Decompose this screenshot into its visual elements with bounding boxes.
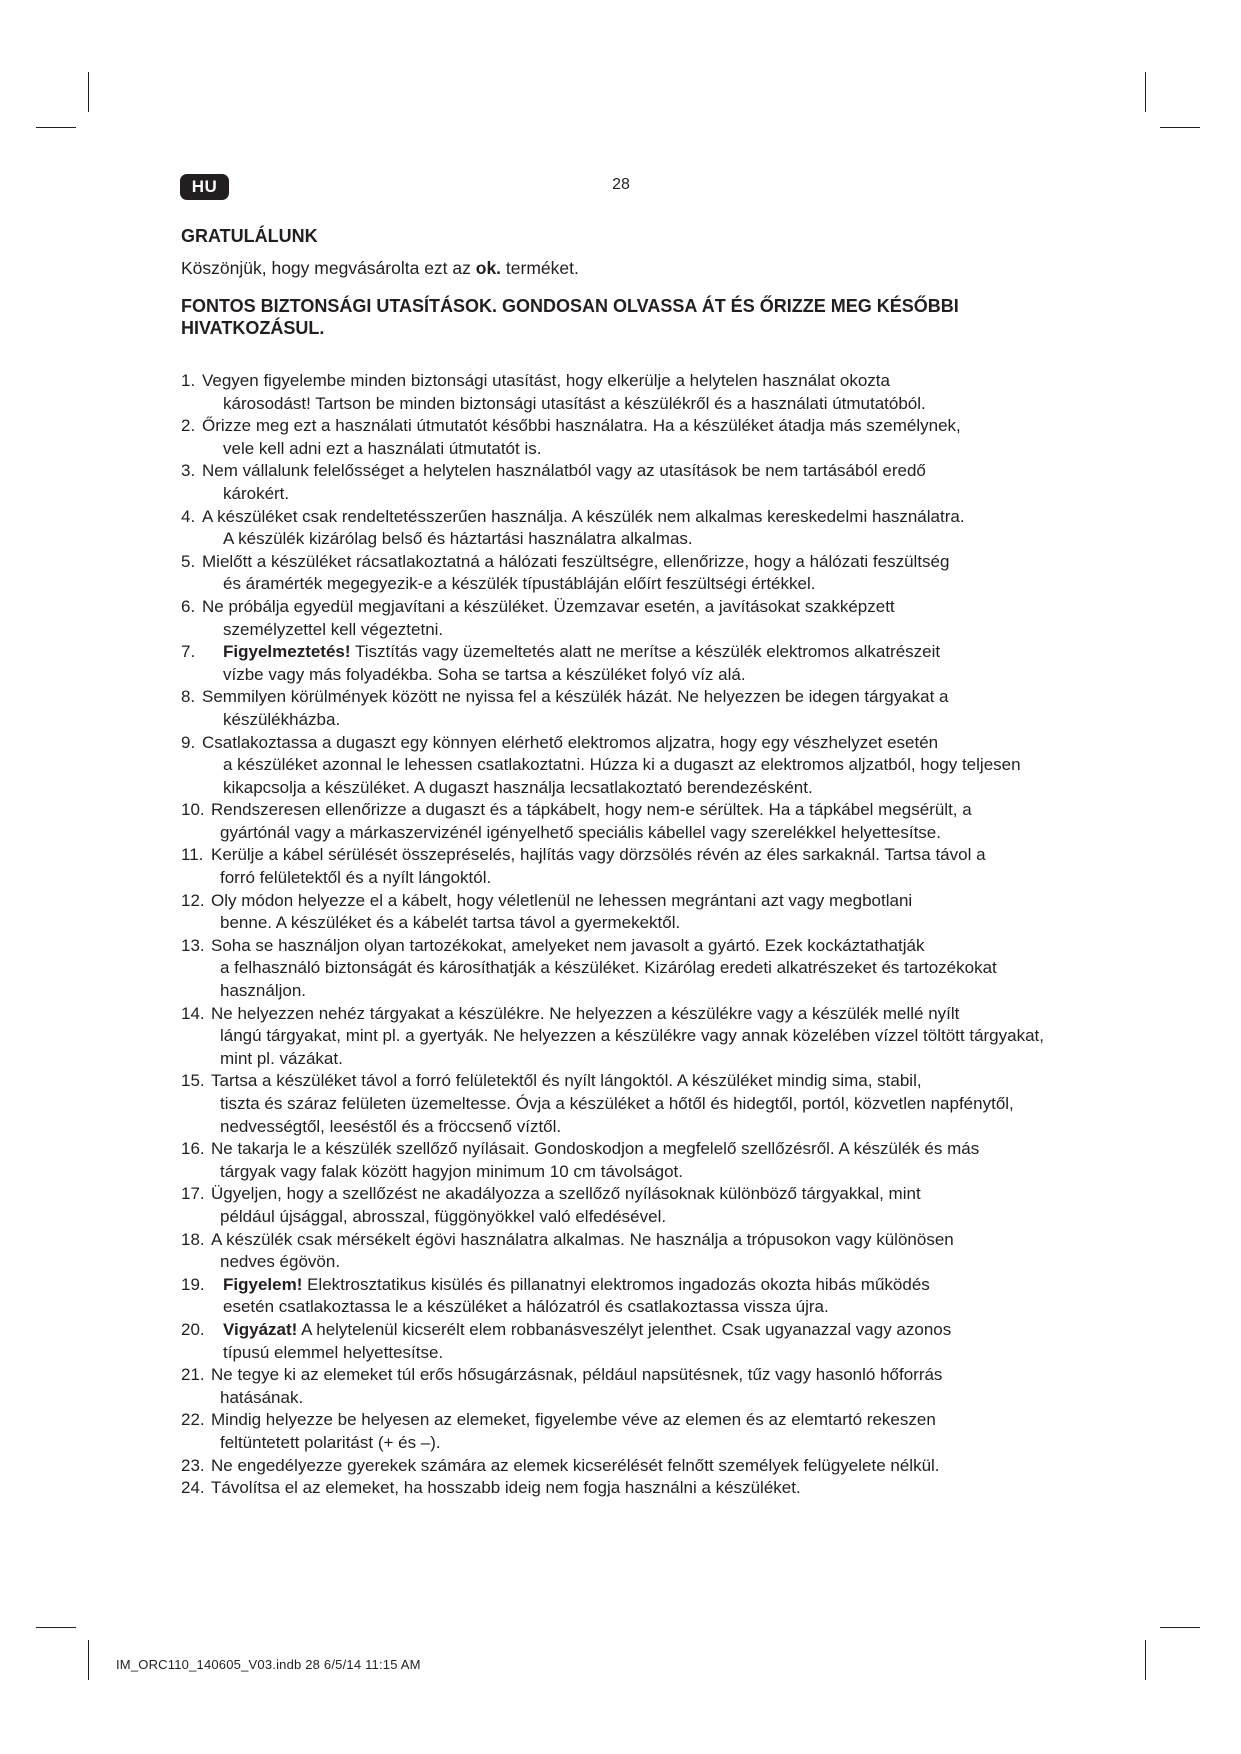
item-continuation: tárgyak vagy falak között hagyjon minimum 10 cm távolságot.: [220, 1161, 683, 1181]
item-first-line: [223, 1275, 930, 1294]
item-text: Távolítsa el az elemeket, ha hosszabb ideig nem fogja használni a készüléket.: [211, 1478, 801, 1498]
item-first-line: [223, 642, 940, 661]
item-number: 16.: [181, 1139, 205, 1159]
item-continuation: személyzettel kell végeztetni.: [223, 619, 444, 639]
item-number: 23.: [181, 1455, 205, 1475]
safety-instructions-heading: FONTOS BIZTONSÁGI UTASÍTÁSOK. GONDOSAN OLVASSA ÁT ÉS ŐRIZZE MEG KÉSŐBBI HIVATKOZÁSUL.: [181, 296, 959, 338]
item-continuation: készülékházba.: [223, 709, 341, 729]
safety-item: [181, 506, 1061, 551]
crop-mark-top-right-v: [1145, 72, 1146, 112]
warning-word: Vigyázat!: [223, 1319, 298, 1339]
item-text: A készüléket csak rendeltetésszerűen használja. A készülék nem alkalmas kereskedelmi használatra.: [202, 506, 965, 526]
item-number: 15.: [181, 1071, 205, 1091]
item-text: Tisztítás vagy üzemeltetés alatt ne merítse a készülék elektromos alkatrészeit: [350, 642, 941, 662]
item-number: 6.: [181, 596, 196, 616]
item-text: Ügyeljen, hogy a szellőzést ne akadályozza a szellőző nyílásoknak különböző tárgyakkal, mint: [211, 1184, 921, 1204]
safety-item: [181, 1455, 1061, 1478]
item-number: 14.: [181, 1003, 205, 1023]
safety-item: [181, 370, 1061, 415]
item-first-line: [202, 416, 961, 435]
item-text: Nem vállalunk felelősséget a helytelen használatból vagy az utasítások be nem tartásából eredő: [202, 461, 926, 481]
item-number: 19.: [181, 1274, 205, 1294]
item-first-line: [211, 1071, 922, 1090]
item-number: 10.: [181, 800, 205, 820]
item-text: Ne helyezzen nehéz tárgyakat a készülékre. Ne helyezzen a készülékre vagy a készülék mellé nyílt: [211, 1003, 960, 1023]
item-continuation: például újsággal, abrosszal, függönyökkel való elfedésével.: [220, 1206, 667, 1226]
safety-item: [181, 732, 1061, 800]
item-number: 17.: [181, 1184, 205, 1204]
item-number: 2.: [181, 416, 196, 436]
thank-you-line: [181, 257, 1061, 279]
item-continuation: hatásának.: [220, 1387, 304, 1407]
item-text: Ne takarja le a készülék szellőző nyílásait. Gondoskodjon a megfelelő szellőzésről. A készülék és más: [211, 1139, 980, 1159]
warning-word: Figyelmeztetés!: [223, 642, 351, 662]
item-first-line: [223, 1320, 951, 1339]
safety-item: [181, 1409, 1061, 1454]
safety-item: [181, 1183, 1061, 1228]
crop-mark-bottom-right-h: [1160, 1627, 1200, 1628]
item-number: 21.: [181, 1365, 205, 1385]
item-first-line: [202, 461, 926, 480]
warning-word: Figyelem!: [223, 1274, 303, 1294]
language-badge: HU: [180, 174, 229, 200]
item-first-line: [211, 1184, 921, 1203]
safety-item: [181, 641, 1061, 686]
thank-you-text-after: terméket.: [501, 258, 579, 278]
safety-item: [181, 551, 1061, 596]
safety-item: [181, 596, 1061, 641]
congratulations-heading: GRATULÁLUNK: [181, 226, 318, 246]
safety-item: [181, 935, 1061, 1003]
item-text: Tartsa a készüléket távol a forró felületektől és nyílt lángoktól. A készüléket mindig sima, stabil,: [211, 1071, 922, 1091]
item-number: 8.: [181, 687, 196, 707]
safety-item: [181, 1229, 1061, 1274]
item-continuation: károkért.: [223, 483, 290, 503]
safety-item: [181, 686, 1061, 731]
item-first-line: [211, 1456, 940, 1475]
item-continuation: benne. A készüléket és a kábelét tartsa távol a gyermekektől.: [220, 913, 681, 933]
item-continuation: gyártónál vagy a márkaszervizénél igényelhető speciális kábellel vagy szerelékkel helyettesítse.: [220, 822, 941, 842]
safety-instructions-list: [181, 370, 1061, 1500]
item-continuation: vele kell adni ezt a használati útmutatót is.: [223, 438, 542, 458]
item-continuation: nedves égövön.: [220, 1252, 341, 1272]
item-text: Csatlakoztassa a dugaszt egy könnyen elérhető elektromos aljzatra, hogy egy vészhelyzet esetén: [202, 732, 939, 752]
item-continuation: és áramérték megegyezik-e a készülék típustábláján előírt feszültségi értékkel.: [223, 574, 816, 594]
item-number: 11.: [181, 845, 204, 865]
item-number: 3.: [181, 461, 196, 481]
item-first-line: [211, 1478, 801, 1497]
item-first-line: [211, 891, 912, 910]
page-number: 28: [612, 176, 630, 193]
item-number: 13.: [181, 935, 205, 955]
item-continuation: forró felületektől és a nyílt lángoktól.: [220, 868, 492, 888]
page-content: [181, 226, 1061, 1500]
item-continuation: tiszta és száraz felületen üzemeltesse. Óvja a készüléket a hőtől és hidegtől, portól, közvetlen napfénytől, nedvességtől, leeséstől és a fröccsenő víztől.: [220, 1094, 1014, 1136]
item-first-line: [202, 597, 895, 616]
safety-item: [181, 890, 1061, 935]
item-number: 9.: [181, 732, 196, 752]
item-text: Rendszeresen ellenőrizze a dugaszt és a tápkábelt, hogy nem-e sérültek. Ha a tápkábel megsérült, a: [211, 800, 972, 820]
item-continuation: típusú elemmel helyettesítse.: [223, 1342, 444, 1362]
item-first-line: [211, 1410, 936, 1429]
item-first-line: [211, 1139, 979, 1158]
item-continuation: vízbe vagy más folyadékba. Soha se tartsa a készüléket folyó víz alá.: [223, 664, 746, 684]
item-continuation: feltüntetett polaritást (+ és –).: [220, 1432, 441, 1452]
item-number: 5.: [181, 551, 196, 571]
safety-item: [181, 1138, 1061, 1183]
item-text: Őrizze meg ezt a használati útmutatót későbbi használatra. Ha a készüléket átadja más személynek,: [202, 416, 961, 436]
crop-mark-bottom-left-h: [36, 1627, 76, 1628]
item-first-line: [211, 936, 924, 955]
crop-mark-top-left-h: [36, 127, 76, 128]
item-number: 1.: [181, 371, 196, 390]
item-number: 24.: [181, 1478, 205, 1498]
item-text: Mindig helyezze be helyesen az elemeket, figyelembe véve az elemen és az elemtartó rekeszen: [211, 1410, 936, 1430]
safety-item: [181, 1070, 1061, 1138]
item-first-line: [202, 371, 890, 390]
item-text: Semmilyen körülmények között ne nyissa fel a készülék házát. Ne helyezzen be idegen tárgyakat a: [202, 687, 949, 707]
item-text: Mielőtt a készüléket rácsatlakoztatná a hálózati feszültségre, ellenőrizze, hogy a hálózati feszültség: [202, 551, 950, 571]
brand-name: ok.: [475, 258, 502, 278]
item-text: Elektrosztatikus kisülés és pillanatnyi elektromos ingadozás okozta hibás működés: [302, 1274, 930, 1294]
item-continuation: lángú tárgyakat, mint pl. a gyertyák. Ne helyezzen a készülékre vagy annak közelében vízzel töltött tárgyakat, mint pl. vázákat.: [220, 1026, 1044, 1068]
safety-item: [181, 1274, 1061, 1319]
safety-item: [181, 415, 1061, 460]
item-first-line: [211, 1365, 942, 1384]
item-first-line: [211, 800, 972, 819]
safety-item: [181, 1003, 1061, 1071]
item-continuation: a felhasználó biztonságát és károsíthatják a készüléket. Kizárólag eredeti alkatrészeket és tartozékokat használjon.: [220, 958, 997, 1001]
crop-mark-top-right-h: [1160, 127, 1200, 128]
item-continuation: károsodást! Tartson be minden biztonsági utasítást a készülékről és a használati útmutatóból.: [223, 393, 926, 413]
print-slug: IM_ORC110_140605_V03.indb 28 6/5/14 11:15 AM: [116, 1657, 421, 1672]
item-first-line: [211, 1004, 959, 1023]
crop-mark-bottom-right-v: [1145, 1640, 1146, 1680]
item-first-line: [211, 845, 986, 864]
safety-item: [181, 1319, 1061, 1364]
item-continuation: a készüléket azonnal le lehessen csatlakoztatni. Húzza ki a dugaszt az elektromos aljzatból, hogy teljesen kikapcsolja a készüléket. A dugaszt használja lecsatlakoztató berendezésként.: [223, 755, 1021, 797]
crop-mark-bottom-left-v: [88, 1640, 89, 1680]
thank-you-text-before: Köszönjük, hogy megvásárolta ezt az: [181, 258, 476, 278]
item-number: 20.: [181, 1319, 205, 1339]
item-first-line: [211, 1230, 954, 1249]
item-continuation: esetén csatlakoztassa le a készüléket a hálózatról és csatlakoztassa vissza újra.: [223, 1297, 829, 1317]
item-text: A készülék csak mérsékelt égövi használatra alkalmas. Ne használja a trópusokon vagy különösen: [211, 1229, 954, 1249]
item-text: Vegyen figyelembe minden biztonsági utasítást, hogy elkerülje a helytelen használat okozta: [202, 371, 890, 390]
item-text: Kerülje a kábel sérülését összepréselés, hajlítás vagy dörzsölés révén az éles sarkaknál. Tartsa távol a: [211, 845, 986, 865]
item-first-line: [202, 507, 965, 526]
safety-item: [181, 799, 1061, 844]
safety-item: [181, 1364, 1061, 1409]
item-number: 12.: [181, 890, 205, 910]
item-first-line: [202, 687, 949, 706]
item-number: 7.: [181, 642, 196, 662]
safety-item: [181, 460, 1061, 505]
item-first-line: [202, 552, 949, 571]
item-first-line: [202, 733, 938, 752]
item-text: A helytelenül kicserélt elem robbanásveszélyt jelenthet. Csak ugyanazzal vagy azonos: [297, 1319, 952, 1339]
item-text: Ne tegye ki az elemeket túl erős hősugárzásnak, például napsütésnek, tűz vagy hasonló hőforrás: [211, 1365, 943, 1385]
safety-item: [181, 1477, 1061, 1500]
item-text: Soha se használjon olyan tartozékokat, amelyeket nem javasolt a gyártó. Ezek kockáztathatják: [211, 935, 925, 955]
item-text: Ne próbálja egyedül megjavítani a készüléket. Üzemzavar esetén, a javításokat szakképzett: [202, 596, 895, 616]
item-number: 4.: [181, 506, 196, 526]
item-text: Ne engedélyezze gyerekek számára az elemek kicserélését felnőtt személyek felügyelete nélkül.: [211, 1455, 940, 1475]
crop-mark-top-left-v: [88, 72, 89, 112]
item-continuation: A készülék kizárólag belső és háztartási használatra alkalmas.: [223, 529, 693, 549]
item-number: 18.: [181, 1229, 205, 1249]
item-text: Oly módon helyezze el a kábelt, hogy véletlenül ne lehessen megrántani azt vagy megbotlani: [211, 890, 913, 910]
safety-item: [181, 844, 1061, 889]
item-number: 22.: [181, 1410, 205, 1430]
